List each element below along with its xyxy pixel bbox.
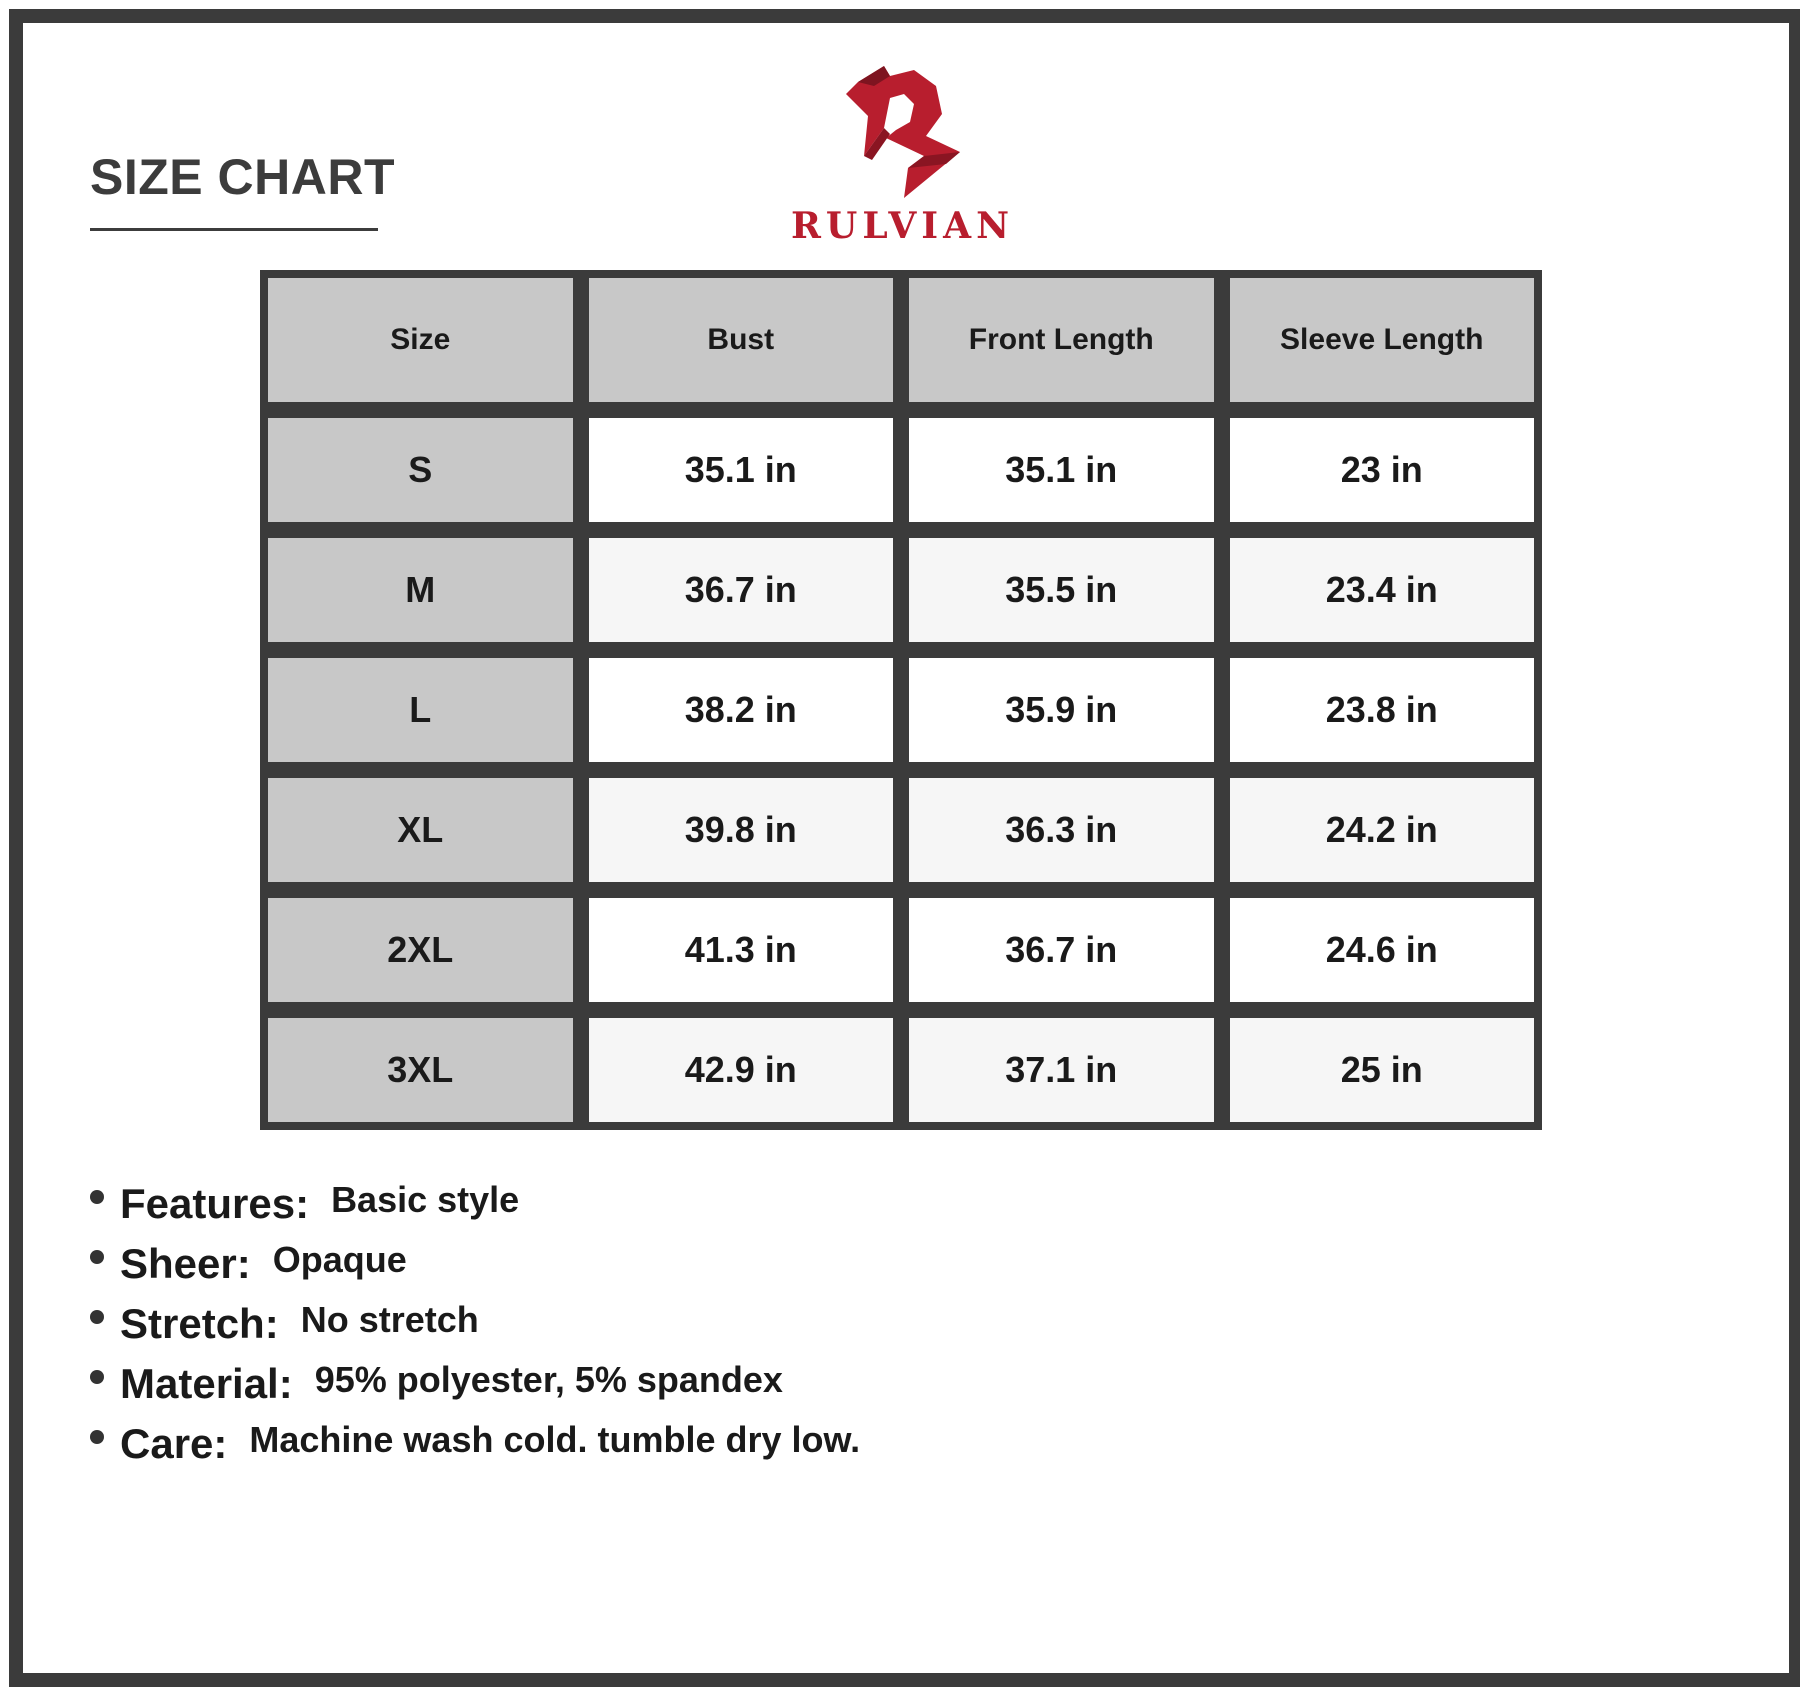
header-size: Size <box>268 278 573 402</box>
size-table <box>260 270 1542 1130</box>
bullet-icon <box>90 1250 104 1264</box>
feature-item <box>90 1420 860 1480</box>
feature-value: 95% polyester, 5% spandex <box>314 1359 783 1400</box>
size-label: M <box>268 538 573 642</box>
brand-name: RULVIAN <box>791 205 1014 247</box>
page-title: SIZE CHART <box>90 149 395 205</box>
size-label: 3XL <box>268 1018 573 1122</box>
feature-value: Basic style <box>331 1179 520 1220</box>
product-features-list <box>90 1180 860 1480</box>
feature-item <box>90 1360 860 1420</box>
bust-value: 39.8 in <box>589 778 894 882</box>
sleeve-length-value: 23.8 in <box>1230 658 1535 762</box>
size-label: L <box>268 658 573 762</box>
feature-label: Sheer: <box>120 1240 251 1287</box>
size-label: 2XL <box>268 898 573 1002</box>
feature-item <box>90 1300 860 1360</box>
sleeve-length-value: 23 in <box>1230 418 1535 522</box>
feature-label: Material: <box>120 1360 293 1407</box>
size-label: S <box>268 418 573 522</box>
header-bust: Bust <box>589 278 894 402</box>
feature-item <box>90 1240 860 1300</box>
bust-value: 36.7 in <box>589 538 894 642</box>
feature-label: Stretch: <box>120 1300 279 1347</box>
front-length-value: 35.5 in <box>909 538 1214 642</box>
bullet-icon <box>90 1310 104 1324</box>
feature-label: Features: <box>120 1180 310 1227</box>
header-sleeve-length: Sleeve Length <box>1230 278 1535 402</box>
front-length-value: 36.7 in <box>909 898 1214 1002</box>
bust-value: 41.3 in <box>589 898 894 1002</box>
bust-value: 38.2 in <box>589 658 894 762</box>
sleeve-length-value: 25 in <box>1230 1018 1535 1122</box>
feature-value: Machine wash cold. tumble dry low. <box>249 1419 861 1460</box>
bust-value: 42.9 in <box>589 1018 894 1122</box>
title-underline <box>90 228 378 231</box>
bullet-icon <box>90 1430 104 1444</box>
bullet-icon <box>90 1370 104 1384</box>
front-length-value: 35.1 in <box>909 418 1214 522</box>
front-length-value: 37.1 in <box>909 1018 1214 1122</box>
header-front-length: Front Length <box>909 278 1214 402</box>
brand-logo <box>780 64 1025 249</box>
feature-item <box>90 1180 860 1240</box>
feature-label: Care: <box>120 1420 228 1467</box>
front-length-value: 36.3 in <box>909 778 1214 882</box>
bust-value: 35.1 in <box>589 418 894 522</box>
front-length-value: 35.9 in <box>909 658 1214 762</box>
sleeve-length-value: 24.6 in <box>1230 898 1535 1002</box>
sleeve-length-value: 23.4 in <box>1230 538 1535 642</box>
bullet-icon <box>90 1190 104 1204</box>
feature-value: Opaque <box>272 1239 407 1280</box>
brand-r-icon <box>838 64 963 199</box>
size-label: XL <box>268 778 573 882</box>
sleeve-length-value: 24.2 in <box>1230 778 1535 882</box>
feature-value: No stretch <box>300 1299 479 1340</box>
